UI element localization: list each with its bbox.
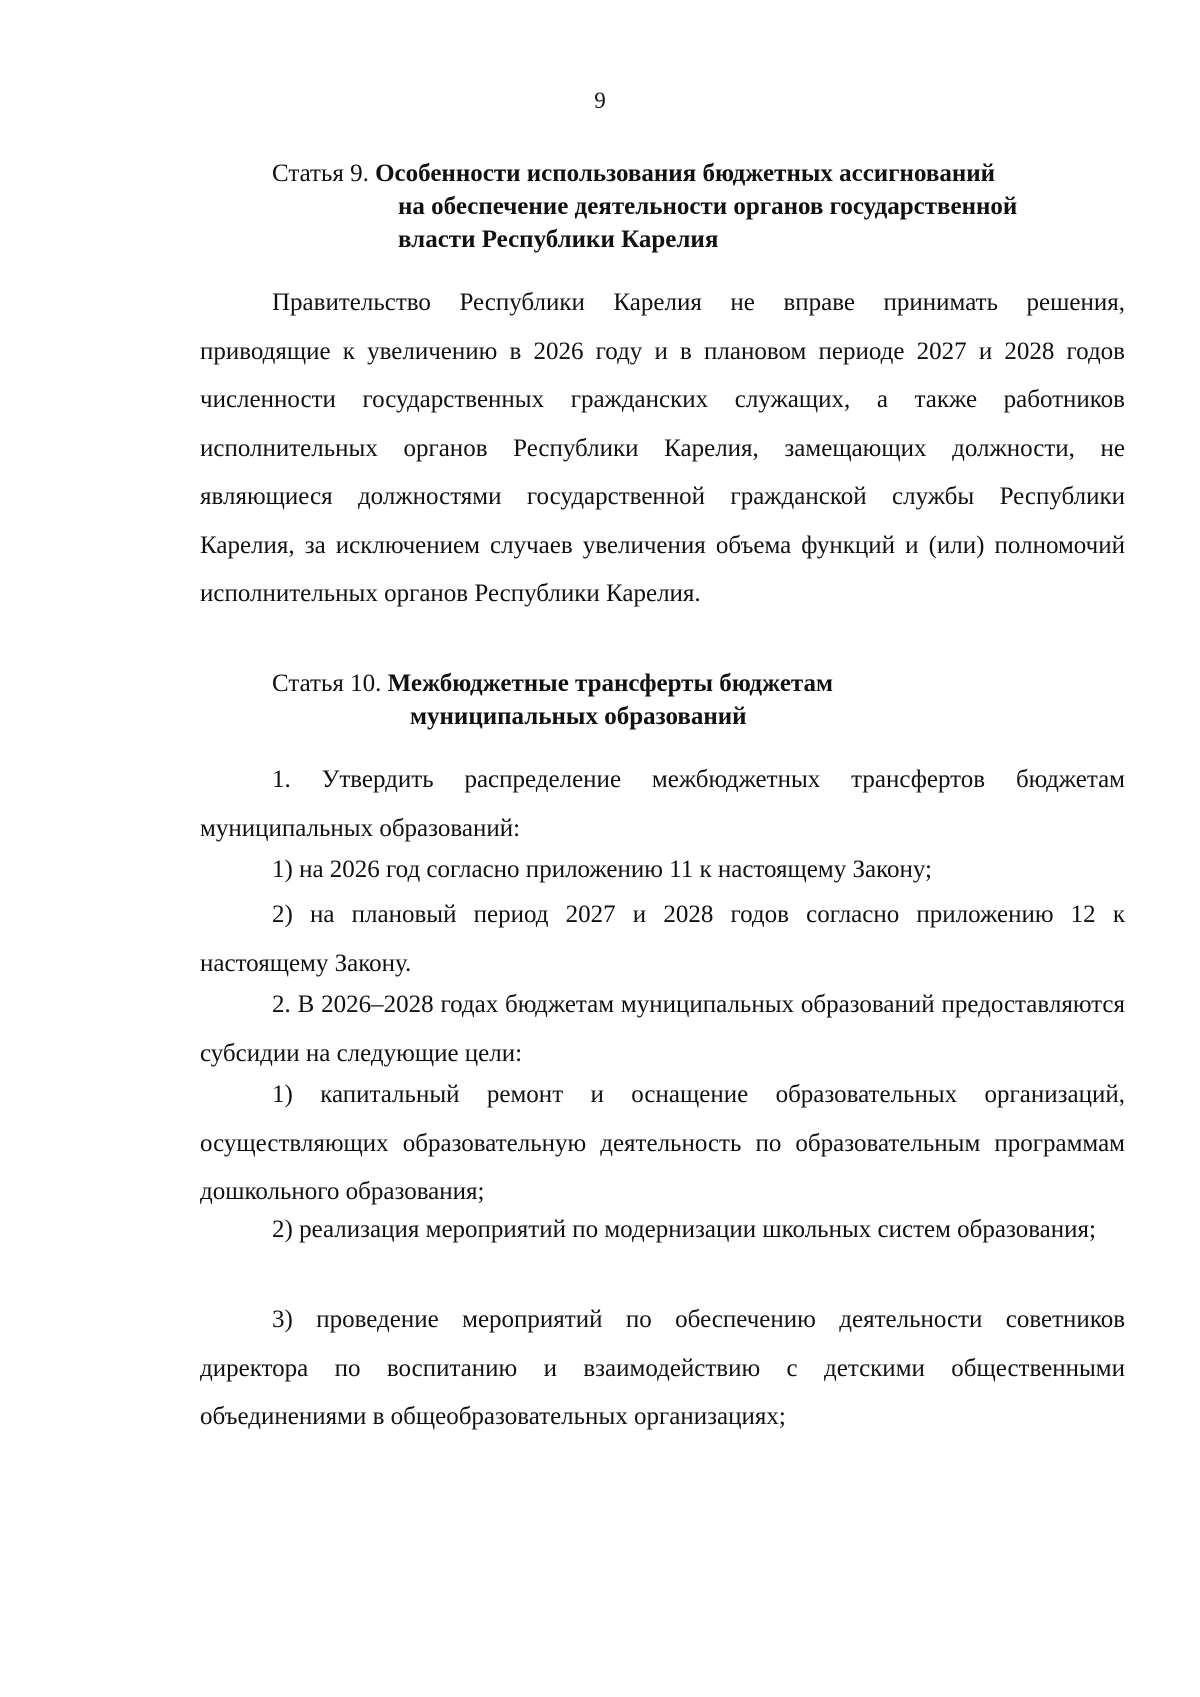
article-9-heading bbox=[272, 157, 1017, 256]
article-10-heading-line-1 bbox=[272, 667, 833, 700]
article-9-paragraph: Правительство Республики Карелия не вправе принимать решения, приводящие к увеличению в 2026 году и в плановом периоде 2027 и 2028 годов численности государственных гражданских служащих, а также работников исполнительных органов Республики Карелия, замещающих должности, не являющиеся должностями государственной гражданской службы Республики Карелия, за исключением случаев увеличения объема функций и (или) полномочий исполнительных органов Республики Карелия. bbox=[200, 289, 1125, 607]
article-10-title-line-2: муниципальных образований bbox=[410, 703, 747, 730]
article-10-clause-1: 1. Утвердить распределение межбюджетных трансфертов бюджетам муниципальных образований: bbox=[200, 766, 1125, 842]
page-number: 9 bbox=[594, 88, 606, 113]
article-9-title-line-2: на обеспечение деятельности органов государственной bbox=[398, 193, 1018, 220]
article-10-clause-2-item-2: 2) реализация мероприятий по модернизации школьных систем образования; bbox=[272, 1216, 1096, 1243]
article-10-clause-2: 2. В 2026–2028 годах бюджетам муниципальных образований предоставляются субсидии на следующие цели: bbox=[200, 991, 1125, 1067]
article-10-clause-2-item-1: 1) капитальный ремонт и оснащение образовательных организаций, осуществляющих образовательную деятельность по образовательным программам дошкольного образования; bbox=[200, 1081, 1125, 1205]
article-9-title-line-3: власти Республики Карелия bbox=[398, 226, 719, 253]
article-10-clause-1-item-1: 1) на 2026 год согласно приложению 11 к настоящему Закону; bbox=[272, 856, 932, 883]
article-10-clause-1-item-2: 2) на плановый период 2027 и 2028 годов согласно приложению 12 к настоящему Закону. bbox=[200, 901, 1125, 977]
article-10-heading bbox=[272, 667, 833, 733]
article-9-heading-line-1 bbox=[272, 157, 1017, 190]
article-10-title-line-1: Межбюджетные трансферты бюджетам bbox=[387, 670, 834, 697]
article-10-prefix: Статья 10. bbox=[272, 670, 388, 697]
article-10-clause-2-item-3: 3) проведение мероприятий по обеспечению деятельности советников директора по воспитанию и взаимодействию с детскими общественными объединениями в общеобразовательных организациях; bbox=[200, 1306, 1125, 1430]
article-9-prefix: Статья 9. bbox=[272, 160, 376, 187]
article-9-title-line-1: Особенности использования бюджетных ассигнований bbox=[375, 160, 996, 187]
